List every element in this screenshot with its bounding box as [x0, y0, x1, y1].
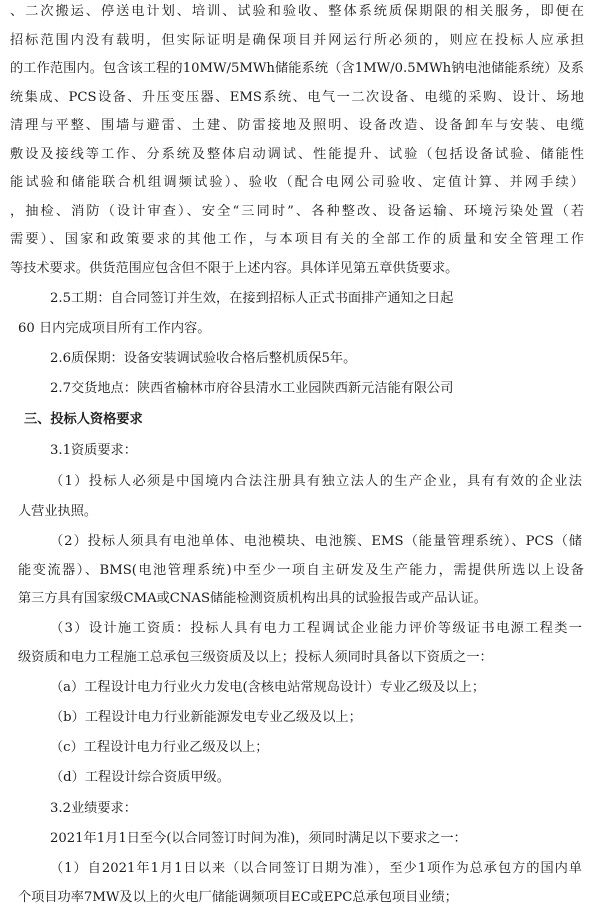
scope-line-3: 的工作范围内。包含该工程的10MW/5MWh储能系统（含1MW/0.5MWh钠电池储能系统）及系	[10, 61, 584, 76]
item-2-5-line-2: 60 日内完成项目所有工作内容。	[18, 321, 211, 336]
perf-1-line-1: （1）自2021年1月1日以来（以合同签订日期为准），至少1项作为总承包方的国内单	[50, 861, 582, 876]
section-3-heading: 三、投标人资格要求	[24, 412, 143, 427]
qual-1-line-2: 人营业执照。	[18, 504, 98, 519]
item-3-1: 3.1资质要求：	[50, 443, 137, 458]
scope-line-6: 敷设及接线等工作、分系统及整体启动调试、性能提升、试验（包括设备试验、储能性	[10, 147, 584, 162]
qual-2-line-1: （2）投标人须具有电池单体、电池模块、电池簇、EMS（能量管理系统）、PCS（储	[50, 534, 582, 549]
scope-line-1: 、二次搬运、停送电计划、培训、试验和验收、整体系统质保期限的相关服务，即便在	[10, 4, 584, 19]
item-2-7: 2.7交货地点：陕西省榆林市府谷县清水工业园陕西新元洁能有限公司	[50, 381, 454, 396]
scope-line-4: 统集成、PCS设备、升压变压器、EMS系统、电气一二次设备、电缆的采购、设计、场地	[10, 90, 584, 105]
qual-d: （d）工程设计综合资质甲级。	[50, 770, 230, 785]
scope-line-5: 清理与平整、围墙与避雷、土建、防雷接地及照明、设备改造、设备卸车与安装、电缆	[10, 118, 584, 133]
qual-2-line-3: 第三方具有国家级CMA或CNAS储能检测资质机构出具的试验报告或产品认证。	[18, 591, 487, 606]
scope-line-9: 需要）、国家和政策要求的其他工作，与本项目有关的全部工作的质量和安全管理工作	[10, 232, 584, 247]
qual-3-line-2: 级资质和电力工程施工总承包三级资质及以上；投标人须同时具备以下资质之一：	[18, 650, 493, 665]
item-2-5-line-1: 2.5工期：自合同签订并生效，在接到招标人正式书面排产通知之日起	[50, 291, 454, 306]
qual-2-line-2: 能变流器）、BMS(电池管理系统)中至少一项自主研发及生产能力，需提供所选以上设备	[18, 563, 584, 578]
qual-a: （a）工程设计电力行业火力发电(含核电站常规岛设计）专业乙级及以上；	[50, 680, 486, 695]
qual-1-line-1: （1）投标人必须是中国境内合法注册具有独立法人的生产企业，具有有效的企业法	[50, 474, 582, 489]
qual-b: （b）工程设计电力行业新能源发电专业乙级及以上；	[50, 710, 362, 725]
scope-line-7: 能试验和储能联合机组调频试验）、验收（配合电网公司验收、定值计算、并网手续）	[10, 175, 584, 190]
perf-1-line-2: 个项目功率7MW及以上的火电厂储能调频项目EC或EPC总承包项目业绩；	[18, 890, 458, 905]
qual-c: （c）工程设计电力行业乙级及以上；	[50, 740, 269, 755]
qual-3-line-1: （3）设计施工资质：投标人具有电力工程调试企业能力评价等级证书电源工程类一	[50, 621, 582, 636]
scope-line-2: 招标范围内没有载明，但实际证明是确保项目并网运行所必须的，则应在投标人应承担	[10, 33, 584, 48]
perf-intro: 2021年1月1日至今(以合同签订时间为准)，须同时满足以下要求之一：	[50, 831, 467, 846]
scope-line-10: 等技术要求。供货范围应包含但不限于上述内容。具体详见第五章供货要求。	[10, 261, 459, 276]
scope-line-8: ，抽检、消防（设计审查）、安全“三同时”、各种整改、设备运输、环境污染处置（若	[10, 204, 584, 219]
item-3-2: 3.2业绩要求：	[50, 801, 137, 816]
item-2-6: 2.6质保期：设备安装调试验收合格后整机质保5年。	[50, 351, 357, 366]
